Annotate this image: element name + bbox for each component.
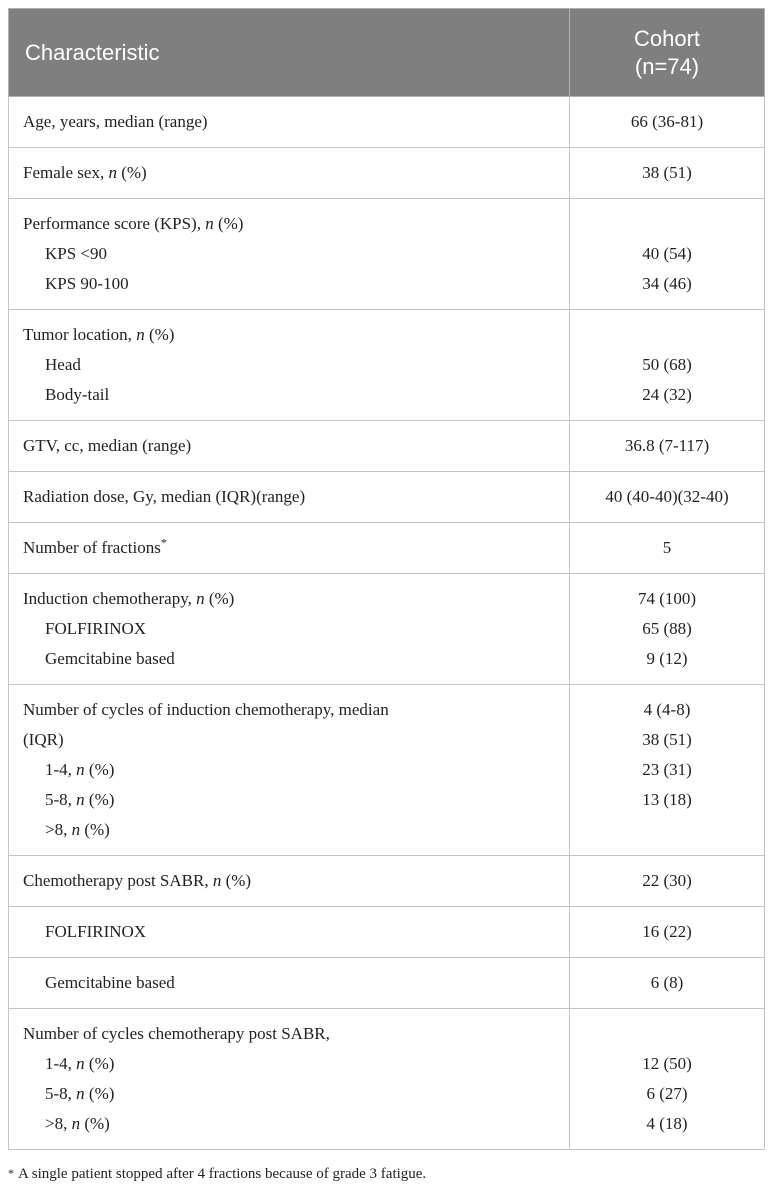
row-label-text (23, 209, 555, 239)
label-n-italic: n (76, 790, 85, 809)
label-part: (%) (221, 871, 252, 890)
table-footnote (8, 1166, 426, 1183)
label-part: (%) (84, 1054, 115, 1073)
table-row-tumor-location (9, 310, 765, 421)
row-value (570, 1009, 765, 1150)
row-value (570, 472, 765, 523)
row-value-text: 66 (36-81) (630, 112, 704, 131)
row-value-text: 38 (51) (642, 163, 692, 182)
row-value (570, 199, 765, 310)
table-row-induction-chemotherapy (9, 574, 765, 685)
row-value-text: 36.8 (7-117) (624, 436, 710, 455)
header-characteristic-label: Characteristic (25, 39, 160, 65)
row-label (9, 856, 570, 907)
row-label (9, 472, 570, 523)
header-cohort-label: Cohort (633, 25, 701, 51)
sub-value: 12 (50) (642, 1054, 692, 1073)
sub-value: 65 (88) (642, 619, 692, 638)
row-value-text: 40 (40-40)(32-40) (605, 487, 729, 506)
sub-label (23, 785, 555, 815)
table-row-post-sabr-cycles (9, 1009, 765, 1150)
table-row-chemo-post-sabr (9, 856, 765, 907)
table-row-number-of-fractions (9, 523, 765, 574)
sub-value: 4 (18) (646, 1114, 688, 1133)
footnote-mark: * (160, 535, 167, 550)
row-value-text: 74 (100) (637, 589, 697, 608)
sub-label: FOLFIRINOX (45, 619, 147, 638)
label-part: 1-4, (45, 760, 77, 779)
row-label-text: Age, years, median (range) (23, 112, 208, 131)
row-label-text (23, 158, 555, 188)
table-row-post-sabr-gemcitabine (9, 958, 765, 1009)
table-row-female-sex (9, 148, 765, 199)
spacer (584, 320, 750, 350)
sub-label: Head (45, 355, 81, 374)
row-value (570, 523, 765, 574)
row-value (570, 856, 765, 907)
label-n-italic: n (205, 214, 214, 233)
row-value (570, 907, 765, 958)
label-part: (%) (84, 1084, 115, 1103)
label-part: (%) (144, 325, 175, 344)
row-value-text: 5 (662, 538, 672, 557)
row-label-text (23, 320, 555, 350)
label-part: Induction chemotherapy, (23, 589, 197, 608)
sub-label: KPS <90 (45, 244, 108, 263)
row-value-text: 6 (8) (650, 973, 684, 992)
label-part: >8, (45, 1114, 72, 1133)
label-part: Female sex, (23, 163, 109, 182)
footnote-mark: * (8, 1166, 14, 1180)
row-label-text (23, 866, 555, 896)
label-n-italic: n (136, 325, 145, 344)
label-n-italic: n (76, 1054, 85, 1073)
sub-value: 40 (54) (642, 244, 692, 263)
sub-label (23, 1109, 555, 1139)
row-label (9, 958, 570, 1009)
row-label-text: Number of cycles chemotherapy post SABR, (23, 1024, 330, 1043)
row-value (570, 310, 765, 421)
label-part: >8, (45, 820, 72, 839)
label-part: Number of fractions (23, 538, 161, 557)
row-label-text (23, 533, 555, 563)
label-n-italic: n (76, 1084, 85, 1103)
sub-value: 50 (68) (642, 355, 692, 374)
label-part: (%) (84, 790, 115, 809)
row-label-text: FOLFIRINOX (45, 922, 147, 941)
row-label (9, 574, 570, 685)
header-cohort (570, 9, 765, 97)
sub-label (23, 1079, 555, 1109)
characteristics-table (8, 8, 765, 1150)
row-value (570, 97, 765, 148)
row-value (570, 685, 765, 856)
table-row-performance-score (9, 199, 765, 310)
label-n-italic: n (71, 1114, 81, 1133)
row-label (9, 148, 570, 199)
label-n-italic: n (71, 820, 81, 839)
header-row (9, 9, 765, 97)
table-row-radiation-dose (9, 472, 765, 523)
sub-value: 34 (46) (642, 274, 692, 293)
row-label-text: Gemcitabine based (45, 973, 175, 992)
row-value (570, 148, 765, 199)
sub-label: KPS 90-100 (45, 274, 129, 293)
label-part: (%) (213, 214, 244, 233)
sub-value: 23 (31) (642, 760, 692, 779)
row-label (9, 421, 570, 472)
sub-label (23, 815, 555, 845)
table-row-age (9, 97, 765, 148)
sub-value: 9 (12) (646, 649, 688, 668)
row-label-text (23, 584, 555, 614)
characteristics-table-container (8, 8, 764, 1150)
label-n-italic: n (196, 589, 205, 608)
row-value-text: 16 (22) (642, 922, 692, 941)
label-part: (%) (116, 163, 147, 182)
label-part: Tumor location, (23, 325, 137, 344)
footnote-text: A single patient stopped after 4 fractions because of grade 3 fatigue. (18, 1166, 427, 1182)
label-part: 5-8, (45, 1084, 77, 1103)
row-value-text: 22 (30) (642, 871, 692, 890)
label-part: (%) (204, 589, 235, 608)
table-row-induction-cycles (9, 685, 765, 856)
header-characteristic (9, 9, 570, 97)
label-n-italic: n (212, 871, 222, 890)
row-label (9, 1009, 570, 1150)
table-row-gtv (9, 421, 765, 472)
table-header (9, 9, 765, 97)
row-label-text-cont: (IQR) (23, 730, 64, 749)
row-label-text: Radiation dose, Gy, median (IQR)(range) (23, 487, 306, 506)
header-cohort-n: (n=74) (634, 53, 700, 79)
row-label (9, 199, 570, 310)
label-part: 1-4, (45, 1054, 77, 1073)
sub-label: Gemcitabine based (45, 649, 175, 668)
spacer (584, 1019, 750, 1049)
row-label-text: Number of cycles of induction chemotherapy, median (23, 700, 389, 719)
row-value-text: 4 (4-8) (643, 700, 691, 719)
table-body (9, 97, 765, 1150)
label-part: (%) (80, 820, 110, 839)
sub-label (23, 755, 555, 785)
label-part: 5-8, (45, 790, 77, 809)
label-part: (%) (80, 1114, 110, 1133)
row-label-text: GTV, cc, median (range) (23, 436, 192, 455)
row-label (9, 685, 570, 856)
row-label (9, 310, 570, 421)
label-part: Performance score (KPS), (23, 214, 206, 233)
row-label (9, 523, 570, 574)
sub-value: 13 (18) (642, 790, 692, 809)
sub-value: 6 (27) (646, 1084, 688, 1103)
sub-value: 24 (32) (642, 385, 692, 404)
label-part: Chemotherapy post SABR, (23, 871, 213, 890)
row-label (9, 907, 570, 958)
sub-label (23, 1049, 555, 1079)
sub-label: Body-tail (45, 385, 110, 404)
row-value (570, 421, 765, 472)
label-n-italic: n (76, 760, 85, 779)
row-value (570, 574, 765, 685)
label-n-italic: n (108, 163, 117, 182)
row-label (9, 97, 570, 148)
sub-value: 38 (51) (642, 730, 692, 749)
label-part: (%) (84, 760, 115, 779)
spacer (584, 209, 750, 239)
row-value (570, 958, 765, 1009)
table-row-post-sabr-folfirinox (9, 907, 765, 958)
